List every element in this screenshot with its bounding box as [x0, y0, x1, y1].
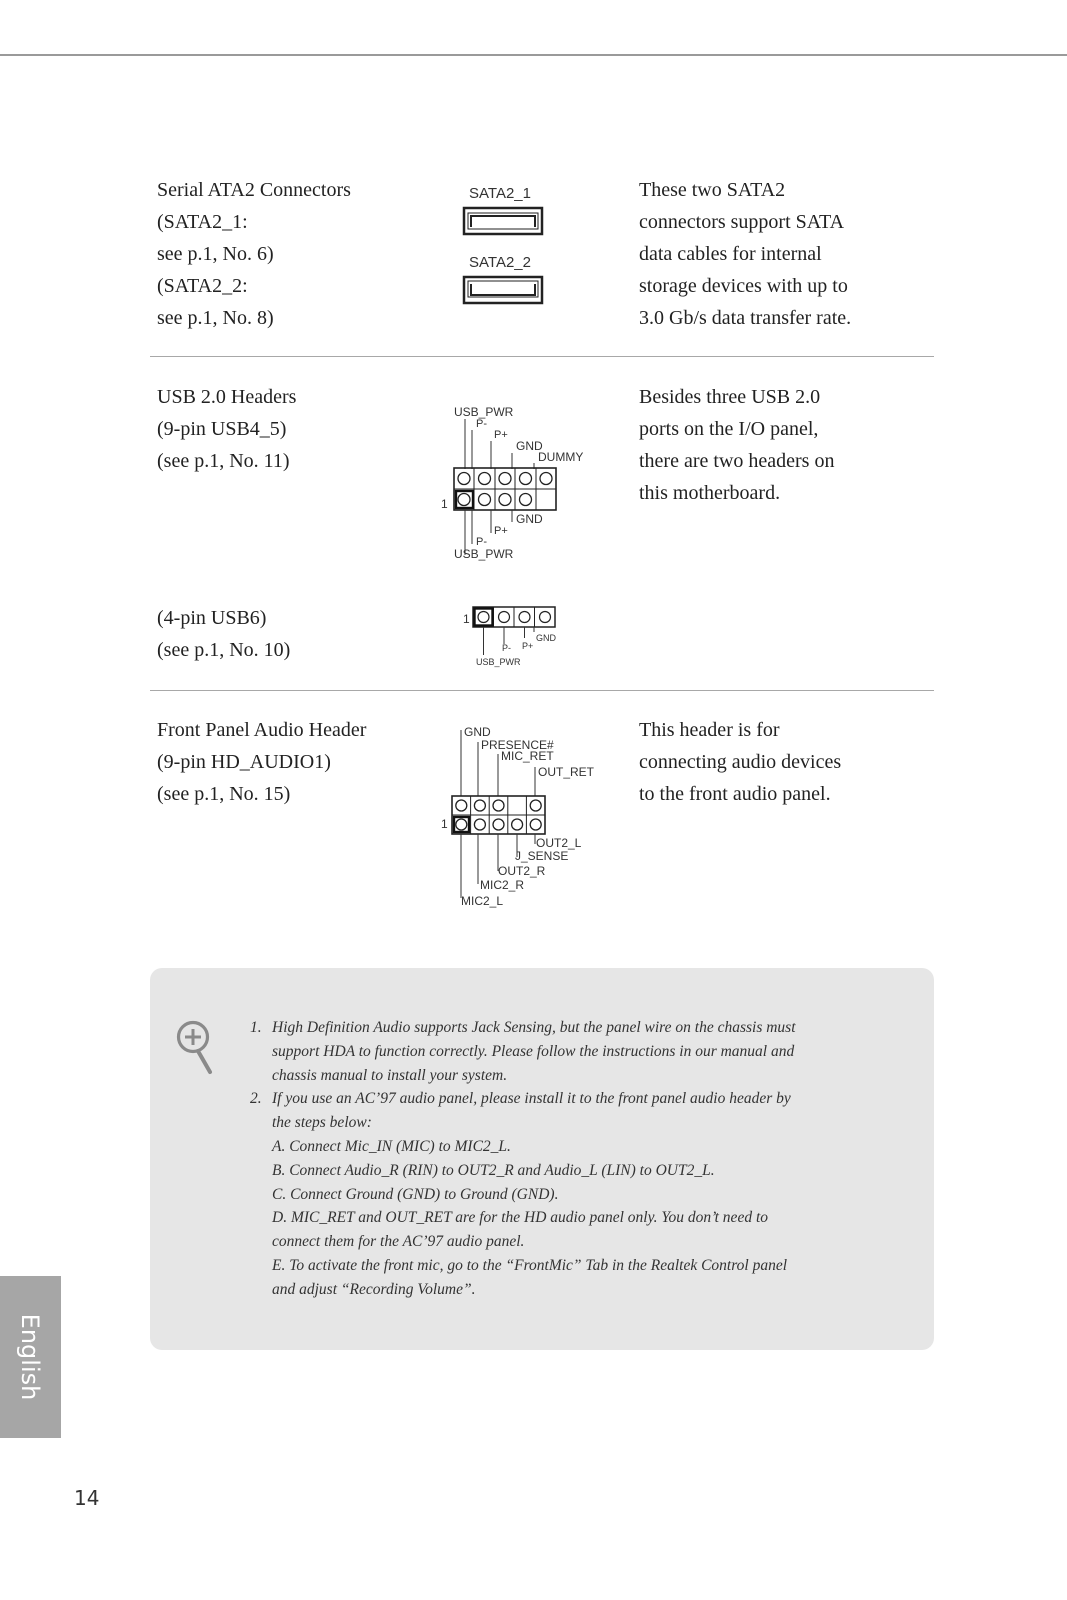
usb-desc-line: there are two headers on: [639, 450, 835, 472]
sata-title-block: [157, 174, 417, 334]
usb-4pin-header-diagram: [460, 600, 570, 672]
sata-desc-line: These two SATA2: [639, 179, 786, 201]
note-item: [250, 1087, 890, 1301]
top-rule: [0, 54, 1067, 56]
usb-desc-line: Besides three USB 2.0: [639, 386, 821, 408]
note-number: 2.: [250, 1090, 262, 1108]
sata2-2-label: SATA2_2: [469, 254, 531, 271]
note-line: connect them for the AC’97 audio panel.: [272, 1233, 525, 1251]
out2-r-label: OUT2_R: [498, 864, 546, 878]
usb-pwr-top-label: USB_PWR: [454, 405, 514, 419]
note-box: [150, 968, 934, 1350]
hd-audio-header-diagram: [438, 722, 598, 912]
audio-gnd-label: GND: [464, 725, 491, 739]
j-sense-label: J_SENSE: [515, 849, 569, 863]
usb6-line: (see p.1, No. 10): [157, 639, 291, 661]
audio-line: (see p.1, No. 15): [157, 783, 291, 805]
language-side-tab: [0, 1276, 61, 1438]
note-line: If you use an AC’97 audio panel, please install it to the front panel audio header by: [272, 1090, 791, 1108]
mic-ret-label: MIC_RET: [501, 749, 554, 763]
audio-desc-line: This header is for: [639, 719, 780, 741]
p-minus-bottom-label: P-: [476, 536, 487, 548]
sata-line: see p.1, No. 6): [157, 243, 274, 265]
usb-9pin-header-diagram: [438, 400, 598, 565]
note-line: and adjust “Recording Volume”.: [272, 1280, 476, 1298]
sata2-1-label: SATA2_1: [469, 185, 531, 202]
pin-1-label: 1: [441, 497, 448, 511]
sata-connector-diagram: [455, 178, 565, 308]
usb6-p-plus-label: P+: [522, 641, 534, 651]
mic2-l-label: MIC2_L: [461, 894, 504, 908]
note-line: High Definition Audio supports Jack Sensing, but the panel wire on the chassis must: [272, 1019, 796, 1036]
usb6-line: (4-pin USB6): [157, 607, 267, 629]
section-divider: [150, 356, 934, 357]
out-ret-label: OUT_RET: [538, 765, 595, 779]
usb-line: (see p.1, No. 11): [157, 450, 290, 472]
audio-title-block: [157, 714, 417, 810]
usb6-pwr-label: USB_PWR: [476, 657, 521, 667]
usb6-p-minus-label: P-: [502, 643, 511, 653]
usb-desc-line: this motherboard.: [639, 482, 781, 504]
sata-desc-line: 3.0 Gb/s data transfer rate.: [639, 307, 852, 329]
presence-label: PRESENCE#: [481, 738, 554, 752]
usb6-title-block: [157, 602, 417, 666]
usb-line: (9-pin USB4_5): [157, 418, 287, 440]
magnifier-plus-icon: [176, 1020, 216, 1080]
usb-description: [639, 381, 939, 509]
sata-description: [639, 174, 939, 334]
sata-desc-line: data cables for internal: [639, 243, 822, 265]
audio-pin-1-label: 1: [441, 817, 448, 831]
note-line: B. Connect Audio_R (RIN) to OUT2_R and Audio_L (LIN) to OUT2_L.: [272, 1161, 715, 1179]
usb-desc-line: ports on the I/O panel,: [639, 418, 819, 440]
usb-title-block: [157, 381, 417, 477]
usb6-pin-1-label: 1: [463, 612, 470, 626]
sata-line: (SATA2_1:: [157, 211, 248, 233]
language-label: English: [16, 1313, 44, 1401]
sata-line: (SATA2_2:: [157, 275, 248, 297]
usb-line: USB 2.0 Headers: [157, 386, 297, 408]
note-list: [250, 1016, 890, 1302]
note-line: support HDA to function correctly. Please follow the instructions in our manual and: [272, 1042, 795, 1060]
note-line: E. To activate the front mic, go to the “FrontMic” Tab in the Realtek Control panel: [272, 1256, 788, 1274]
gnd-top-label: GND: [516, 439, 543, 453]
note-line: the steps below:: [272, 1114, 372, 1132]
audio-desc-line: connecting audio devices: [639, 751, 842, 773]
page-number: 14: [74, 1486, 100, 1510]
p-minus-top-label: P-: [476, 418, 487, 430]
usb6-gnd-label: GND: [536, 633, 556, 643]
out2-l-label: OUT2_L: [536, 836, 582, 850]
sata-desc-line: connectors support SATA: [639, 211, 845, 233]
sata-line: see p.1, No. 8): [157, 307, 274, 329]
audio-description: [639, 714, 939, 810]
audio-line: (9-pin HD_AUDIO1): [157, 751, 331, 773]
note-line: chassis manual to install your system.: [272, 1066, 508, 1084]
note-line: D. MIC_RET and OUT_RET are for the HD audio panel only. You don’t need to: [272, 1209, 768, 1227]
mic2-r-label: MIC2_R: [480, 878, 525, 892]
sata-desc-line: storage devices with up to: [639, 275, 848, 297]
usb-pwr-bottom-label: USB_PWR: [454, 547, 514, 561]
audio-desc-line: to the front audio panel.: [639, 783, 831, 805]
dummy-label: DUMMY: [538, 450, 584, 464]
audio-line: Front Panel Audio Header: [157, 719, 367, 741]
p-plus-bottom-label: P+: [494, 525, 508, 537]
section-divider: [150, 690, 934, 691]
p-plus-top-label: P+: [494, 429, 508, 441]
sata-line: Serial ATA2 Connectors: [157, 179, 351, 201]
note-line: C. Connect Ground (GND) to Ground (GND).: [272, 1185, 559, 1203]
gnd-bottom-label: GND: [516, 512, 543, 526]
note-line: A. Connect Mic_IN (MIC) to MIC2_L.: [272, 1137, 511, 1155]
note-number: 1.: [250, 1019, 262, 1036]
note-item: [250, 1016, 890, 1087]
